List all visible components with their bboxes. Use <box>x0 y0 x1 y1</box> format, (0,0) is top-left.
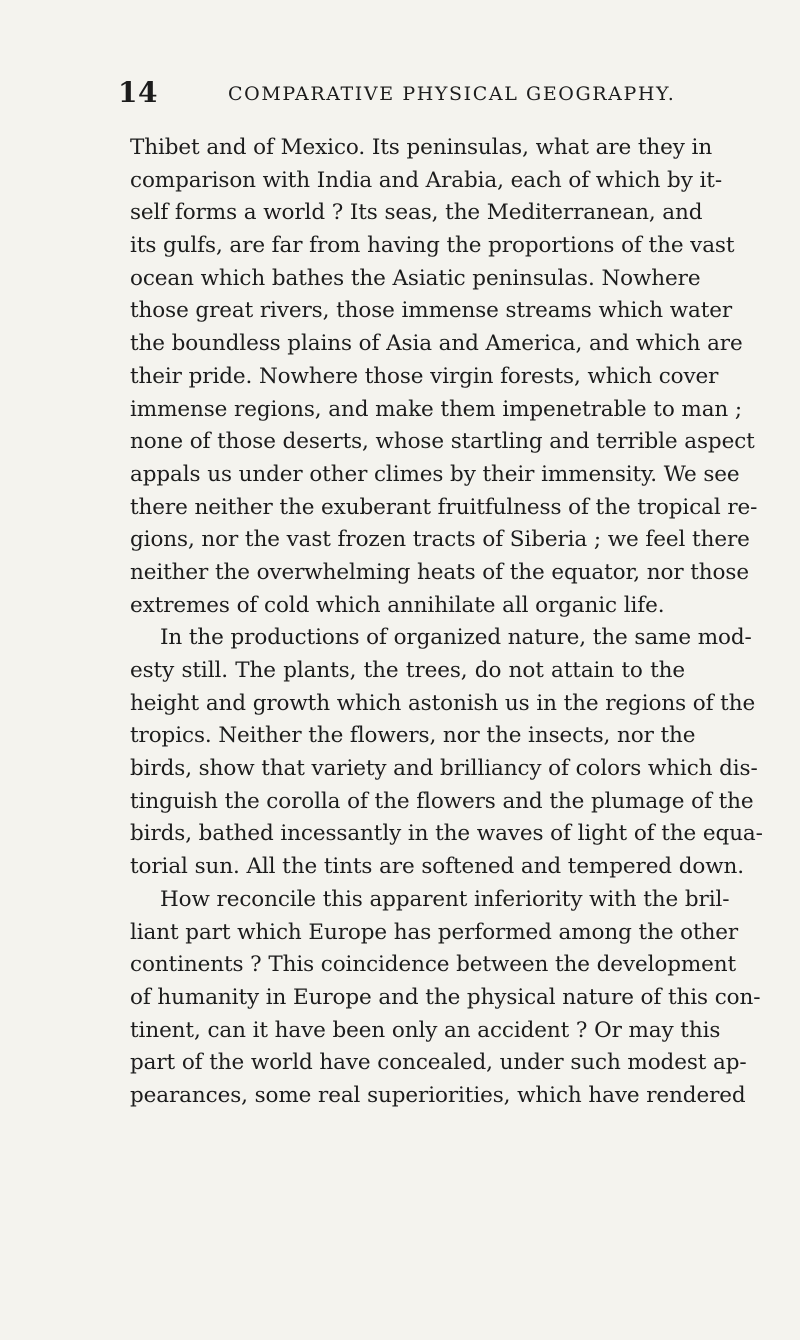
text-line: immense regions, and make them impenetrable to man ; <box>130 396 743 422</box>
text-line: self forms a world ? Its seas, the Mediterranean, and <box>130 200 703 226</box>
page-number: 14 <box>118 76 158 109</box>
text-line: those great rivers, those immense streams which water <box>130 298 733 324</box>
text-line: the boundless plains of Asia and America, and which are <box>130 331 743 357</box>
running-title: COMPARATIVE PHYSICAL GEOGRAPHY. <box>228 83 676 105</box>
text-line: birds, show that variety and brilliancy of colors which dis- <box>130 756 758 782</box>
text-line: extremes of cold which annihilate all organic life. <box>130 592 665 618</box>
text-line: torial sun. All the tints are softened and tempered down. <box>130 854 745 880</box>
text-line: none of those deserts, whose startling and terrible aspect <box>130 429 755 455</box>
text-line: continents ? This coincidence between the development <box>130 952 737 978</box>
text-line: ocean which bathes the Asiatic peninsulas. Nowhere <box>130 265 701 291</box>
paragraph-start-line: In the productions of organized nature, the same mod- <box>160 625 752 651</box>
text-line: gions, nor the vast frozen tracts of Siberia ; we feel there <box>130 527 750 553</box>
text-line: neither the overwhelming heats of the equator, nor those <box>130 559 749 585</box>
text-line: pearances, some real superiorities, which have rendered <box>130 1082 746 1108</box>
text-line: Thibet and of Mexico. Its peninsulas, what are they in <box>130 135 713 160</box>
text-line: esty still. The plants, the trees, do not attain to the <box>130 658 685 683</box>
text-line: height and growth which astonish us in the regions of the <box>130 690 756 716</box>
text-line: birds, bathed incessantly in the waves of light of the equa- <box>130 821 763 847</box>
text-line: appals us under other climes by their immensity. We see <box>130 461 740 487</box>
text-line: tinguish the corolla of the flowers and the plumage of the <box>130 788 754 814</box>
body-text <box>130 132 763 1113</box>
text-line: there neither the exuberant fruitfulness of the tropical re- <box>130 494 758 520</box>
text-line: comparison with India and Arabia, each of which by it- <box>130 167 722 193</box>
paragraph-start-line: How reconcile this apparent inferiority with the bril- <box>160 886 730 912</box>
text-line: tropics. Neither the flowers, nor the insects, nor the <box>130 723 696 749</box>
text-line: tinent, can it have been only an accident ? Or may this <box>130 1017 721 1043</box>
text-line: its gulfs, are far from having the proportions of the vast <box>130 233 735 259</box>
text-line: part of the world have concealed, under such modest ap- <box>130 1050 747 1076</box>
text-line: of humanity in Europe and the physical nature of this con- <box>130 984 761 1010</box>
text-line: liant part which Europe has performed among the other <box>130 919 739 945</box>
text-line: their pride. Nowhere those virgin forests, which cover <box>130 363 719 389</box>
